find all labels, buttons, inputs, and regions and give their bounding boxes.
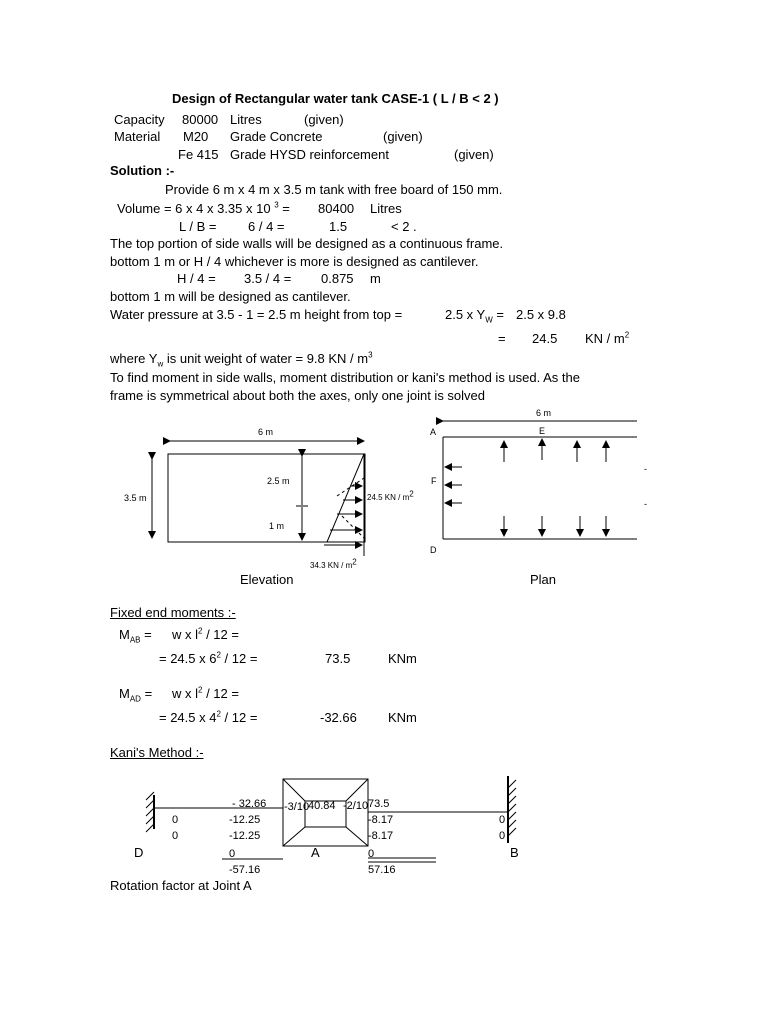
volume-value: 80400: [318, 201, 355, 216]
kani-left-final-zero: 0: [229, 848, 236, 860]
plan-label-e: E: [539, 426, 546, 436]
mab-unit: KNm: [388, 651, 417, 666]
kani-left-iter-2: -12.25: [229, 830, 261, 842]
pressure-unit: KN / $m^2$: [585, 330, 630, 346]
solution-heading: Solution :-: [110, 163, 175, 178]
mab-label: $M_{AB}$ =: [119, 627, 152, 645]
steel-note: (given): [454, 147, 494, 162]
h4-value: 0.875: [321, 271, 354, 286]
h4-expr: 3.5 / 4 =: [244, 271, 292, 286]
kani-frame-diagram: [146, 776, 516, 862]
plan-dash-2: -: [644, 499, 647, 509]
plan-corner-a: A: [430, 427, 437, 437]
steel-text: Grade HYSD reinforcement: [230, 147, 389, 162]
kani-node-a: A: [311, 845, 320, 860]
kani-right-far-zero-1: 0: [499, 814, 506, 826]
pressure-mid-label: 24.5 KN / $m^2$: [367, 489, 414, 502]
kani-node-d: D: [134, 845, 144, 860]
mad-formula: w x $l^2 / 12$ =: [172, 685, 239, 701]
elevation-width-label: 6 m: [258, 427, 274, 437]
kani-right-iter-1: -8.17: [368, 814, 394, 826]
plan-dash-1: -: [644, 464, 647, 474]
plan-label-f: F: [431, 476, 437, 486]
lb-cond: < 2 .: [391, 219, 417, 234]
kani-left-iter-1: -12.25: [229, 814, 261, 826]
fem-heading: Fixed end moments :-: [110, 605, 236, 620]
frame-line: The top portion of side walls will be designed as a continuous frame.: [110, 236, 504, 251]
provide-line: Provide 6 m x 4 m x 3.5 m tank with free board of 150 mm.: [165, 182, 503, 197]
lb-expr: 6 / 4 =: [248, 219, 285, 234]
kani-joint-sum: 40.84: [308, 800, 336, 812]
cantilever-line: bottom 1 m or H / 4 whichever is more is designed as cantilever.: [110, 254, 479, 269]
page-title: Design of Rectangular water tank CASE-1 ( L / B < 2 ): [172, 91, 499, 106]
volume-line: Volume = 6 x 4 x 3.35 x 10 $^3$ =: [117, 200, 290, 216]
lower-height-label: 1 m: [269, 521, 285, 531]
pressure-diagram-line: [327, 454, 364, 542]
mab-value: 73.5: [325, 651, 351, 666]
mad-value: -32.66: [320, 710, 357, 725]
mad-unit: KNm: [388, 710, 417, 725]
elevation-caption: Elevation: [240, 572, 294, 587]
pressure-text: Water pressure at 3.5 - 1 = 2.5 m height from top =: [110, 307, 403, 322]
mad-calc: = 24.5 x $4^2 / 12$ =: [159, 709, 258, 725]
kani-heading: Kani's Method :-: [110, 745, 204, 760]
bottom-line: bottom 1 m will be designed as cantilever.: [110, 289, 351, 304]
rotation-factor-line: Rotation factor at Joint A: [110, 878, 252, 893]
mab-formula: w x $l^2 / 12$ =: [172, 626, 239, 642]
kani-right-rotation-factor: -2/10: [343, 800, 369, 812]
method-line-1: To find moment in side walls, moment distribution or kani's method is used. As the: [110, 370, 580, 385]
kani-left-final: -57.16: [229, 864, 261, 876]
kani-left-zero-1: 0: [172, 814, 179, 826]
elevation-diagram: [152, 441, 365, 556]
lb-label: L / B =: [179, 219, 217, 234]
upper-height-label: 2.5 m: [267, 476, 290, 486]
mab-calc: = 24.5 x $6^2 / 12$ =: [159, 650, 258, 666]
pressure-expr-value: 2.5 x 9.8: [516, 307, 566, 322]
kani-left-fem: - 32.66: [232, 798, 267, 810]
h4-label: H / 4 =: [177, 271, 216, 286]
kani-left-zero-2: 0: [172, 830, 179, 842]
lb-value: 1.5: [329, 219, 348, 234]
kani-right-fem: 73.5: [368, 798, 390, 810]
volume-unit: Litres: [370, 201, 402, 216]
material-label: Material: [114, 129, 161, 144]
where-line: where $Y_w$ is unit weight of water = 9.8 KN / $m^3$: [110, 350, 373, 369]
elevation-wall-outline: [168, 454, 365, 542]
kani-right-final: 57.16: [368, 864, 396, 876]
concrete-text: Grade Concrete: [230, 129, 323, 144]
plan-width-label: 6 m: [536, 408, 552, 418]
capacity-label: Capacity: [114, 112, 165, 127]
kani-right-far-zero-2: 0: [499, 830, 506, 842]
capacity-unit: Litres: [230, 112, 262, 127]
elevation-height-label: 3.5 m: [124, 493, 147, 503]
steel-grade: Fe 415: [178, 147, 219, 162]
pressure-value: 24.5: [532, 331, 558, 346]
concrete-note: (given): [383, 129, 423, 144]
concrete-grade: M20: [183, 129, 209, 144]
kani-node-b: B: [510, 845, 519, 860]
plan-caption: Plan: [530, 572, 557, 587]
kani-right-iter-2: -8.17: [368, 830, 394, 842]
mad-label: $M_{AD}$ =: [119, 686, 153, 704]
pressure-expr: 2.5 x $Y_W$ =: [445, 307, 505, 325]
kani-right-final-zero: 0: [368, 848, 375, 860]
plan-corner-d: D: [430, 545, 437, 555]
h4-unit: m: [370, 271, 381, 286]
capacity-note: (given): [304, 112, 344, 127]
method-line-2: frame is symmetrical about both the axes, only one joint is solved: [110, 388, 486, 403]
kani-left-rotation-factor: -3/10: [284, 801, 310, 813]
pressure-base-label: 34.3 KN / $m^2$: [310, 557, 357, 570]
capacity-value: 80000: [182, 112, 219, 127]
pressure-eq: =: [498, 331, 506, 346]
